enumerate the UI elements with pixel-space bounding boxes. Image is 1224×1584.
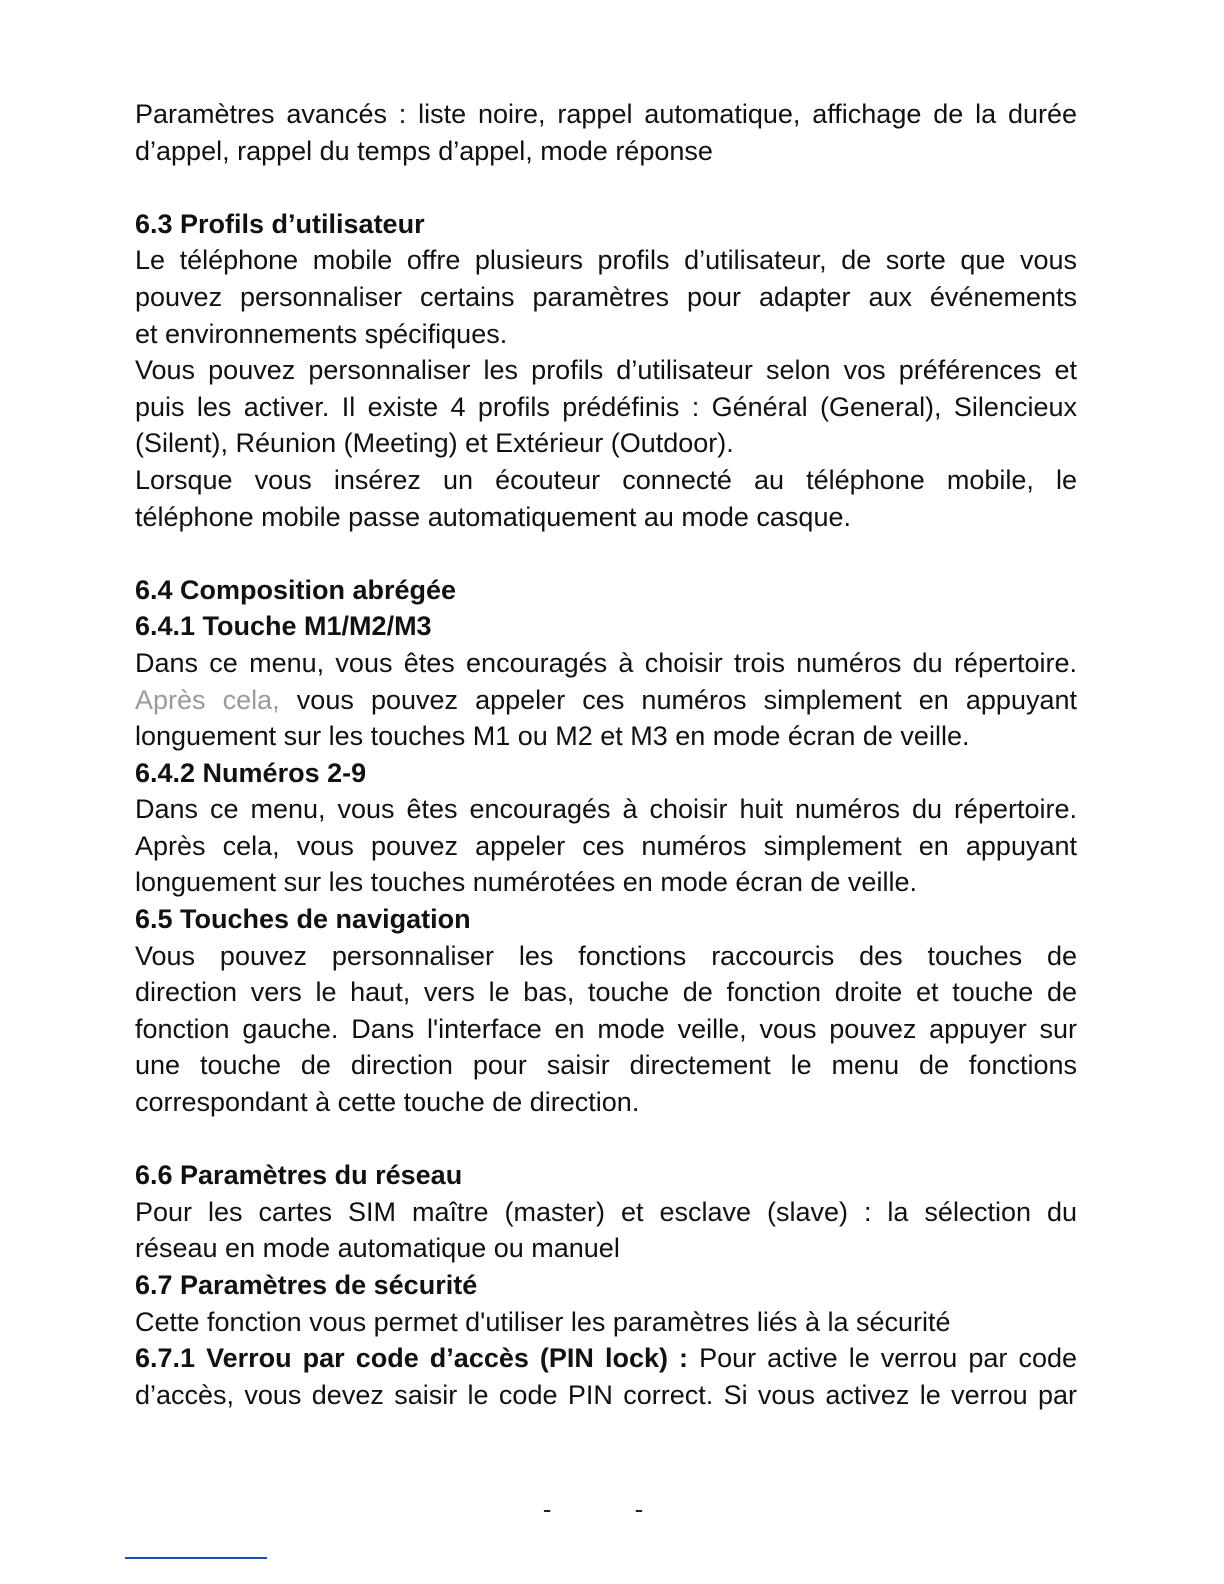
- section-6-3-line-2: pouvez personnaliser certains paramètres pour adapter aux événements: [135, 281, 1077, 312]
- section-6-6-line-2: réseau en mode automatique ou manuel: [135, 1233, 620, 1264]
- section-6-5-line-4: une touche de direction pour saisir directement le menu de fonctions: [135, 1050, 1077, 1081]
- page-number-marker: - -: [542, 1494, 682, 1524]
- section-6-7-1-heading: 6.7.1 Verrou par code d’accès (PIN lock) :: [135, 1343, 689, 1374]
- section-6-7-line-1: Cette fonction vous permet d'utiliser les paramètres liés à la sécurité: [135, 1306, 951, 1337]
- section-6-4-1-line-3: longuement sur les touches M1 ou M2 et M3 en mode écran de veille.: [135, 721, 970, 752]
- section-6-4-1-heading: 6.4.1 Touche M1/M2/M3: [135, 611, 432, 642]
- spacer: [135, 535, 1077, 572]
- section-6-5-line-5: correspondant à cette touche de direction.: [135, 1087, 640, 1118]
- spacer: [135, 169, 1077, 206]
- section-6-3-line-1: Le téléphone mobile offre plusieurs profils d’utilisateur, de sorte que vous: [135, 245, 1077, 276]
- section-6-4-2-heading: 6.4.2 Numéros 2-9: [135, 757, 367, 788]
- section-6-5-line-2: direction vers le haut, vers le bas, touche de fonction droite et touche de: [135, 977, 1077, 1008]
- section-6-7-heading: 6.7 Paramètres de sécurité: [135, 1270, 478, 1300]
- document-page: [135, 96, 1077, 1413]
- section-6-4-1-line-1: Dans ce menu, vous êtes encouragés à choisir trois numéros du répertoire.: [135, 647, 1077, 678]
- section-6-5-heading: 6.5 Touches de navigation: [135, 904, 471, 935]
- section-6-4-1-line-2: [135, 682, 1077, 719]
- section-6-5-line-3: fonction gauche. Dans l'interface en mode veille, vous pouvez appuyer sur: [135, 1013, 1077, 1044]
- section-6-7-1-line-1-rest: Pour active le verrou par code: [688, 1343, 1077, 1374]
- footnote-rule: [125, 1557, 267, 1559]
- section-6-3-line-5: puis les activer. Il existe 4 profils prédéfinis : Général (General), Silencieux: [135, 391, 1077, 422]
- section-6-6-heading: 6.6 Paramètres du réseau: [135, 1160, 463, 1191]
- intro-line-2: d’appel, rappel du temps d’appel, mode réponse: [135, 135, 713, 166]
- section-6-7-1-line-1: [135, 1340, 1077, 1377]
- faded-text: Après cela,: [135, 684, 280, 715]
- section-6-3-line-6: (Silent), Réunion (Meeting) et Extérieur (Outdoor).: [135, 428, 734, 459]
- section-6-5-line-1: Vous pouvez personnaliser les fonctions raccourcis des touches de: [135, 940, 1077, 971]
- section-6-3-heading: 6.3 Profils d’utilisateur: [135, 208, 425, 239]
- section-6-4-2-line-3: longuement sur les touches numérotées en mode écran de veille.: [135, 867, 917, 898]
- section-6-4-2-line-1: Dans ce menu, vous êtes encouragés à choisir huit numéros du répertoire.: [135, 794, 1077, 825]
- section-6-3-line-8: téléphone mobile passe automatiquement au mode casque.: [135, 501, 851, 532]
- section-6-7-1-line-2: d’accès, vous devez saisir le code PIN correct. Si vous activez le verrou par: [135, 1379, 1077, 1410]
- spacer: [135, 1121, 1077, 1158]
- section-6-3-line-3: et environnements spécifiques.: [135, 318, 508, 349]
- section-6-4-1-line-2-rest: vous pouvez appeler ces numéros simplement en appuyant: [279, 684, 1077, 715]
- section-6-6-line-1: Pour les cartes SIM maître (master) et esclave (slave) : la sélection du: [135, 1196, 1077, 1227]
- section-6-3-line-4: Vous pouvez personnaliser les profils d’utilisateur selon vos préférences et: [135, 355, 1077, 386]
- intro-line-1: Paramètres avancés : liste noire, rappel automatique, affichage de la durée: [135, 99, 1077, 129]
- section-6-4-2-line-2: Après cela, vous pouvez appeler ces numéros simplement en appuyant: [135, 830, 1077, 861]
- section-6-4-heading: 6.4 Composition abrégée: [135, 574, 457, 605]
- section-6-3-line-7: Lorsque vous insérez un écouteur connecté au téléphone mobile, le: [135, 464, 1077, 495]
